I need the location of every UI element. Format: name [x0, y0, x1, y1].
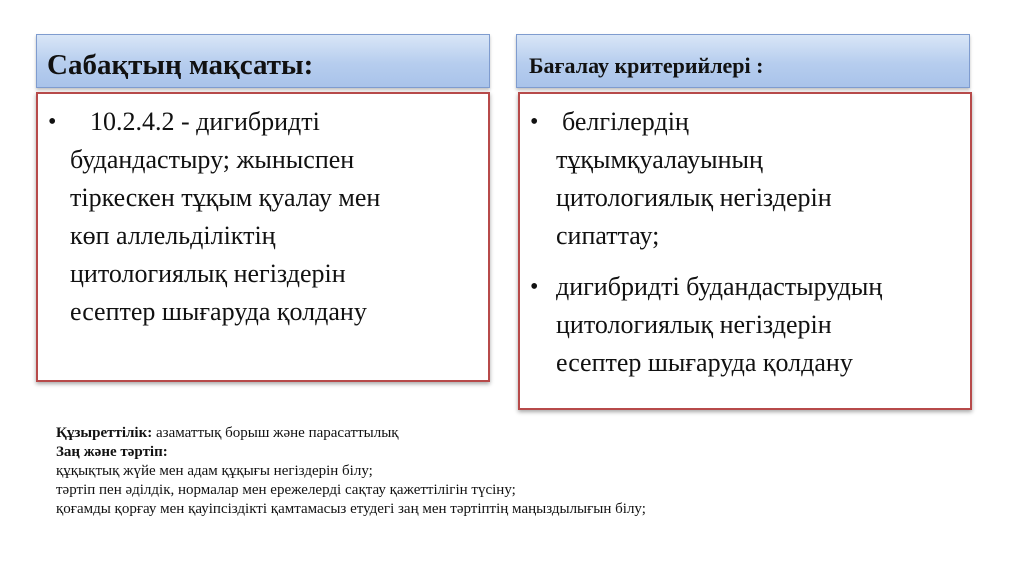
text-line: цитологиялық негіздерін [556, 183, 832, 212]
competence-line [56, 424, 996, 443]
lesson-goal-header [36, 34, 490, 88]
law-item: қоғамды қорғау мен қауіпсіздікті қамтамасыз етудегі заң мен тәртіптің маңыздылығын білу; [56, 501, 646, 517]
text-line: цитологиялық негіздерін [556, 310, 832, 339]
competence-value: азаматтық борыш және парасаттылық [156, 425, 399, 441]
criteria-header [516, 34, 970, 88]
lesson-goal-text [48, 103, 488, 331]
law-item: тәртіп пен әділдік, нормалар мен ережелерді сақтау қажеттілігін түсіну; [56, 482, 516, 498]
criteria-bullet-1 [530, 103, 970, 255]
criteria-bullet-2 [530, 268, 970, 382]
text-line: будандастыру; жыныспен [70, 145, 355, 174]
competence-label: Құзыреттілік: [56, 425, 153, 441]
text-line: есептер шығаруда қолдану [70, 297, 367, 326]
law-label: Заң және тәртіп: [56, 444, 168, 460]
law-line [56, 443, 996, 462]
text-line: цитологиялық негіздерін [70, 259, 346, 288]
text-line: көп аллельділіктің [70, 221, 276, 250]
text-line: дигибридті будандастырудың [556, 272, 883, 301]
bullet-marker: • [48, 109, 57, 135]
text-line: тұқымқуалауының [556, 145, 763, 174]
lesson-goal-title: Сабақтың мақсаты: [47, 48, 314, 81]
text-line: 10.2.4.2 - дигибридті [90, 107, 320, 136]
bullet-marker: • [530, 109, 539, 135]
competence-section [56, 424, 996, 519]
lesson-goal-bullet [48, 103, 488, 331]
criteria-text-1 [530, 103, 970, 255]
criteria-text-2 [530, 268, 970, 382]
text-line: сипаттау; [556, 221, 660, 250]
text-line: тіркескен тұқым қуалау мен [70, 183, 381, 212]
bullet-marker: • [530, 274, 539, 300]
criteria-title: Бағалау критерийлері : [529, 53, 764, 78]
text-line: белгілердің [562, 107, 689, 136]
text-line: есептер шығаруда қолдану [556, 348, 853, 377]
law-item: құқықтық жүйе мен адам құқығы негіздерін білу; [56, 463, 373, 479]
